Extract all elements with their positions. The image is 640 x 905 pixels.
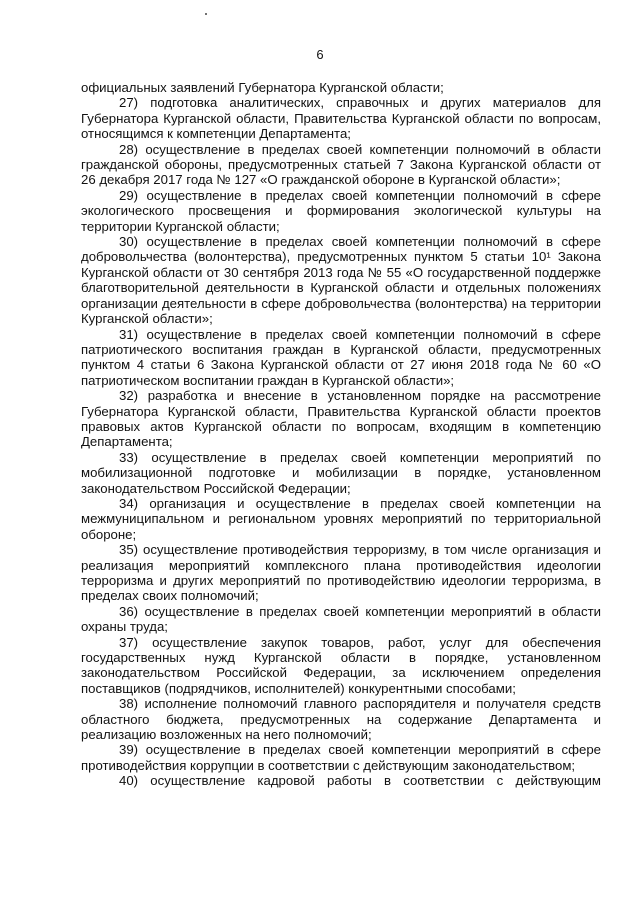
paragraph-item-31: 31) осуществление в пределах своей компетенции полномочий в сфере патриотического воспитания граждан в Курганской области, предусмотренных пунктом 4 статьи 6 Закона Курганской области от 27 июня 2018 года № 60 «О патриотическом воспитании граждан в Курганской области»; (81, 326, 601, 388)
paragraph-item-36: 36) осуществление в пределах своей компетенции мероприятий в области охраны труда; (81, 603, 601, 635)
paragraph-item-33: 33) осуществление в пределах своей компетенции мероприятий по мобилизационной подготовке и мобилизации в порядке, установленном законодательством Российской Федерации; (81, 449, 601, 496)
paragraph-continuation: официальных заявлений Губернатора Курганской области; (81, 80, 444, 95)
paragraph-item-28: 28) осуществление в пределах своей компетенции полномочий в области гражданской обороны, предусмотренных статьей 7 Закона Курганской области от 26 декабря 2017 года № 127 «О гражданской обороне в Курганской области»; (81, 141, 601, 188)
paragraph-item-29: 29) осуществление в пределах своей компетенции полномочий в сфере экологического просвещения и формирования экологической культуры на территории Курганской области; (81, 187, 601, 234)
paragraph-item-27: 27) подготовка аналитических, справочных и других материалов для Губернатора Курганской области, Правительства Курганской области по вопросам, относящимся к компетенции Департамента; (81, 95, 601, 142)
paragraph-item-38: 38) исполнение полномочий главного распорядителя и получателя средств областного бюджета, предусмотренных на содержание Департамента и реализацию возложенных на него полномочий; (81, 696, 601, 743)
paragraph-item-32: 32) разработка и внесение в установленном порядке на рассмотрение Губернатора Курганской области, Правительства Курганской области проектов правовых актов Курганской области по вопросам, входящим в компетенцию Департамента; (81, 388, 601, 450)
page-number: 6 (316, 47, 324, 62)
scan-speck (205, 13, 207, 15)
paragraph-item-39: 39) осуществление в пределах своей компетенции мероприятий в сфере противодействия коррупции в соответствии с действующим законодательством; (81, 742, 601, 773)
paragraph-item-40: 40) осуществление кадровой работы в соответствии с действующим (119, 773, 601, 789)
paragraph-item-34: 34) организация и осуществление в пределах своей компетенции на межмуниципальном и региональном уровнях мероприятий по территориальной обороне; (81, 495, 601, 542)
paragraph-item-37: 37) осуществление закупок товаров, работ, услуг для обеспечения государственных нужд Курганской области в порядке, установленном законодательством Российской Федерации, за исключением определения поставщиков (подрядчиков, исполнителей) конкурентными способами; (81, 634, 601, 696)
document-body (81, 80, 601, 789)
paragraph-item-35: 35) осуществление противодействия терроризму, в том числе организация и реализация мероприятий комплексного плана противодействия идеологии терроризма и других мероприятий по противодействию идеологии терроризма, в пределах своих полномочий; (81, 542, 601, 604)
paragraph-item-30: 30) осуществление в пределах своей компетенции полномочий в сфере добровольчества (волонтерства), предусмотренных пунктом 5 статьи 10¹ Закона Курганской области от 30 сентября 2013 года № 55 «О государственной поддержке благотворительной деятельности в Курганской области и отдельных положениях организации деятельности в сфере добровольчества (волонтерства) на территории Курганской области»; (81, 234, 601, 327)
